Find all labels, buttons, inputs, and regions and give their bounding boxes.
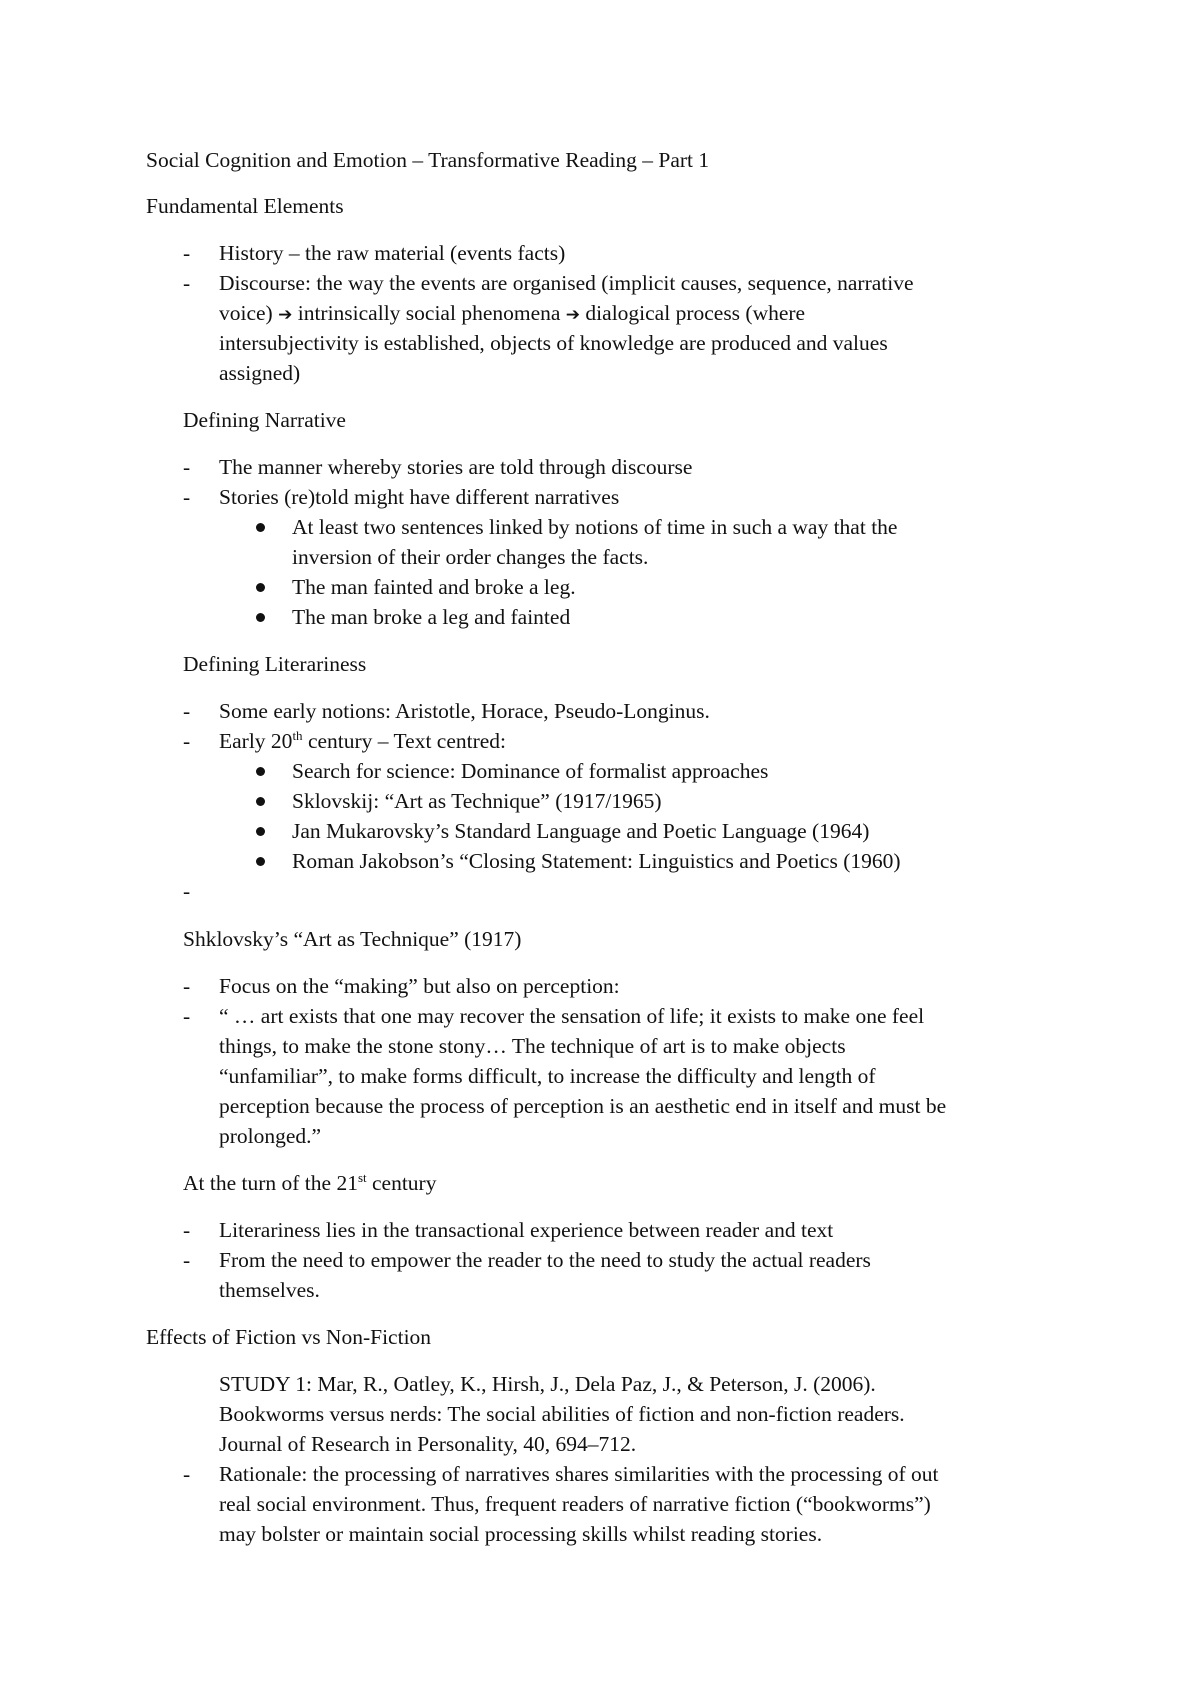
- list-item-focus-on-making: Focus on the “making” but also on perception:: [219, 974, 620, 998]
- list-item-history: History – the raw material (events facts): [219, 241, 566, 265]
- sub-item-two-sentences-line2: inversion of their order changes the facts.: [292, 545, 649, 569]
- heading-shklovsky: Shklovsky’s “Art as Technique” (1917): [183, 927, 522, 951]
- list-item-discourse-line4: assigned): [219, 361, 301, 385]
- bullet-dash: -: [183, 1004, 191, 1028]
- sub-item-two-sentences-line1: At least two sentences linked by notions of time in such a way that the: [292, 515, 898, 539]
- bullet-dash-empty: -: [183, 879, 191, 903]
- quote-line2: things, to make the stone stony… The technique of art is to make objects: [219, 1034, 846, 1058]
- bullet-dot-icon: [256, 523, 265, 532]
- heading-defining-narrative: Defining Narrative: [183, 408, 346, 432]
- document-title: Social Cognition and Emotion – Transformative Reading – Part 1: [146, 148, 710, 172]
- quote-line5: prolonged.”: [219, 1124, 322, 1148]
- heading-turn-of-21st-century: At the turn of the 21st century: [183, 1170, 437, 1195]
- list-item-narrative-stories: Stories (re)told might have different narratives: [219, 485, 620, 509]
- heading-defining-literariness: Defining Literariness: [183, 652, 367, 676]
- sub-item-search-for-science: Search for science: Dominance of formalist approaches: [292, 759, 769, 783]
- arrow-right-icon: ➔: [278, 305, 293, 325]
- bullet-dash: -: [183, 974, 191, 998]
- bullet-dot-icon: [256, 797, 265, 806]
- bullet-dash: -: [183, 729, 191, 753]
- study-citation-line2: Bookworms versus nerds: The social abilities of fiction and non-fiction readers.: [219, 1402, 905, 1426]
- list-item-narrative-manner: The manner whereby stories are told through discourse: [219, 455, 693, 479]
- list-item-early-20th-century: Early 20th century – Text centred:: [219, 728, 507, 753]
- rationale-line3: may bolster or maintain social processing skills whilst reading stories.: [219, 1522, 823, 1546]
- list-item-empower-reader-line2: themselves.: [219, 1278, 320, 1302]
- bullet-dot-icon: [256, 827, 265, 836]
- study-citation-line3: Journal of Research in Personality, 40, 694–712.: [219, 1432, 637, 1456]
- sub-item-mukarovsky: Jan Mukarovsky’s Standard Language and Poetic Language (1964): [292, 819, 870, 843]
- rationale-line1: Rationale: the processing of narratives shares similarities with the processing of out: [219, 1462, 939, 1486]
- bullet-dash: -: [183, 455, 191, 479]
- bullet-dash: -: [183, 1462, 191, 1486]
- list-item-discourse-line1: Discourse: the way the events are organised (implicit causes, sequence, narrative: [219, 271, 914, 295]
- bullet-dash: -: [183, 699, 191, 723]
- bullet-dash: -: [183, 241, 191, 265]
- rationale-line2: real social environment. Thus, frequent readers of narrative fiction (“bookworms”): [219, 1492, 931, 1516]
- bullet-dot-icon: [256, 767, 265, 776]
- list-item-empower-reader-line1: From the need to empower the reader to the need to study the actual readers: [219, 1248, 871, 1272]
- list-item-discourse-line3: intersubjectivity is established, objects of knowledge are produced and values: [219, 331, 888, 355]
- heading-effects-of-fiction: Effects of Fiction vs Non-Fiction: [146, 1325, 432, 1349]
- study-citation-line1: STUDY 1: Mar, R., Oatley, K., Hirsh, J., Dela Paz, J., & Peterson, J. (2006).: [219, 1372, 876, 1396]
- list-item-early-notions: Some early notions: Aristotle, Horace, Pseudo-Longinus.: [219, 699, 710, 723]
- quote-line3: “unfamiliar”, to make forms difficult, to increase the difficulty and length of: [219, 1064, 876, 1088]
- list-item-discourse-line2: voice) ➔ intrinsically social phenomena ➔ dialogical process (where: [219, 301, 806, 325]
- sub-item-broke-fainted: The man broke a leg and fainted: [292, 605, 571, 629]
- sub-item-fainted-broke: The man fainted and broke a leg.: [292, 575, 576, 599]
- bullet-dot-icon: [256, 613, 265, 622]
- bullet-dash: -: [183, 485, 191, 509]
- quote-line4: perception because the process of perception is an aesthetic end in itself and must be: [219, 1094, 947, 1118]
- arrow-right-icon: ➔: [565, 305, 581, 325]
- bullet-dash: -: [183, 1218, 191, 1242]
- quote-line1: “ … art exists that one may recover the sensation of life; it exists to make one feel: [219, 1004, 925, 1028]
- sub-item-jakobson: Roman Jakobson’s “Closing Statement: Linguistics and Poetics (1960): [292, 849, 901, 873]
- bullet-dash: -: [183, 271, 191, 295]
- bullet-dot-icon: [256, 857, 265, 866]
- bullet-dash: -: [183, 1248, 191, 1272]
- list-item-literariness-lies: Literariness lies in the transactional experience between reader and text: [219, 1218, 834, 1242]
- heading-fundamental-elements: Fundamental Elements: [146, 194, 344, 218]
- bullet-dot-icon: [256, 583, 265, 592]
- sub-item-sklovskij: Sklovskij: “Art as Technique” (1917/1965): [292, 789, 662, 813]
